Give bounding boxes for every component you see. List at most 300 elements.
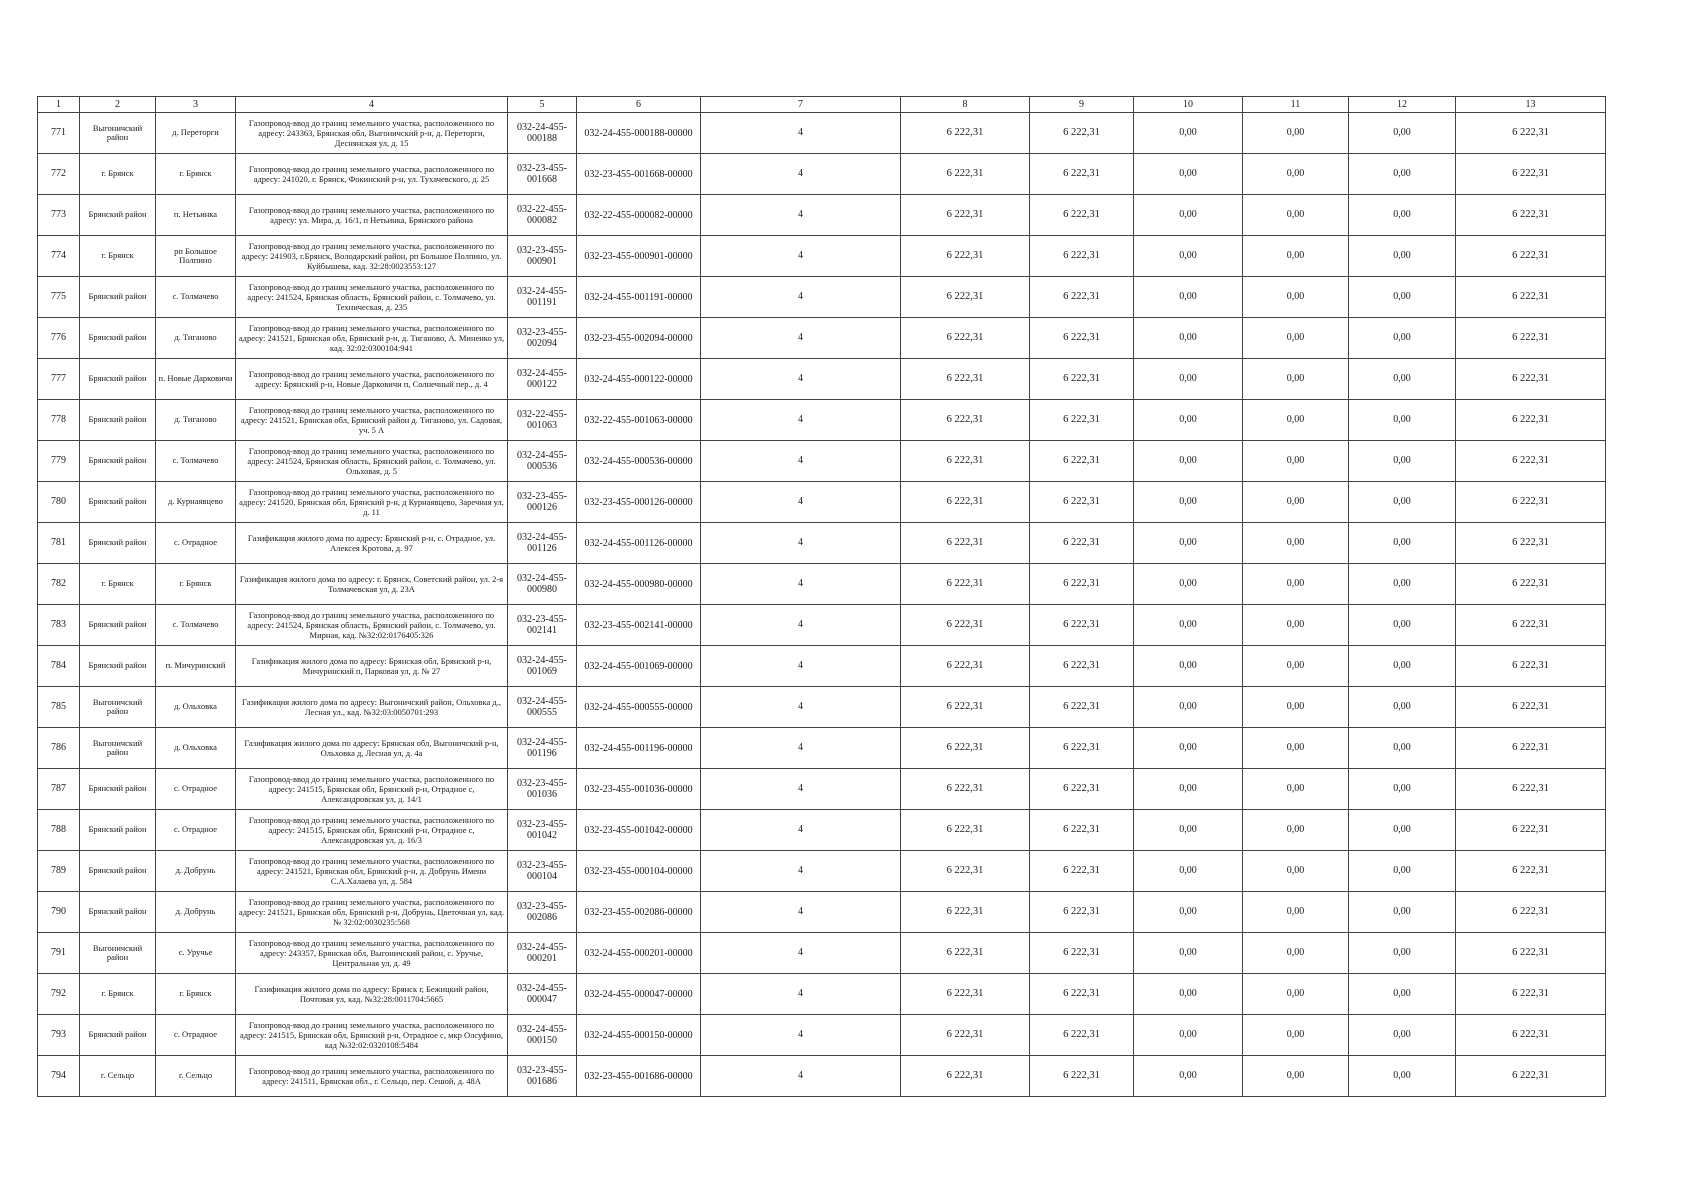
object-id-cell: 032-24-455-001191-00000: [577, 277, 701, 318]
table-row: [38, 646, 1606, 687]
object-id-cell: 032-23-455-001042-00000: [577, 810, 701, 851]
column-8-cell: 6 222,31: [901, 400, 1030, 441]
object-code-cell: 032-24-455-000150: [508, 1015, 577, 1056]
column-9-cell: 6 222,31: [1030, 277, 1134, 318]
locality-cell: д. Ольховка: [156, 728, 236, 769]
column-7-cell: 4: [701, 1056, 901, 1097]
column-12-cell: 0,00: [1349, 605, 1456, 646]
description-cell: Газопровод-ввод до границ земельного участка, расположенного по адресу: 241515, Брянская обл, Брянский р-н, Отрадное с, мкр Олсуфино, кад №32:02:0320108:5484: [236, 1015, 508, 1056]
locality-cell: с. Толмачево: [156, 441, 236, 482]
locality-cell: с. Отрадное: [156, 769, 236, 810]
column-8-cell: 6 222,31: [901, 441, 1030, 482]
column-header: 5: [508, 97, 577, 113]
column-9-cell: 6 222,31: [1030, 154, 1134, 195]
district-cell: Брянский район: [80, 1015, 156, 1056]
object-id-cell: 032-24-455-001069-00000: [577, 646, 701, 687]
description-cell: Газификация жилого дома по адресу: Брянская обл, Брянский р-н, Мичуринский п, Парковая ул, д. № 27: [236, 646, 508, 687]
column-12-cell: 0,00: [1349, 154, 1456, 195]
column-11-cell: 0,00: [1243, 810, 1349, 851]
column-7-cell: 4: [701, 236, 901, 277]
column-7-cell: 4: [701, 277, 901, 318]
description-cell: Газопровод-ввод до границ земельного участка, расположенного по адресу: 241515, Брянская обл, Брянский р-н, Отрадное с, Александровская ул, д. 14/1: [236, 769, 508, 810]
column-13-cell: 6 222,31: [1456, 400, 1606, 441]
table-row: [38, 523, 1606, 564]
column-7-cell: 4: [701, 892, 901, 933]
column-12-cell: 0,00: [1349, 113, 1456, 154]
district-cell: г. Брянск: [80, 236, 156, 277]
column-8-cell: 6 222,31: [901, 482, 1030, 523]
district-cell: г. Брянск: [80, 154, 156, 195]
object-code-cell: 032-23-455-002086: [508, 892, 577, 933]
column-13-cell: 6 222,31: [1456, 974, 1606, 1015]
column-9-cell: 6 222,31: [1030, 441, 1134, 482]
column-10-cell: 0,00: [1134, 400, 1243, 441]
column-10-cell: 0,00: [1134, 359, 1243, 400]
column-9-cell: 6 222,31: [1030, 318, 1134, 359]
column-header: 4: [236, 97, 508, 113]
district-cell: Выгоничский район: [80, 113, 156, 154]
object-code-cell: 032-23-455-001036: [508, 769, 577, 810]
object-code-cell: 032-23-455-000126: [508, 482, 577, 523]
column-12-cell: 0,00: [1349, 359, 1456, 400]
row-number: 779: [38, 441, 80, 482]
object-code-cell: 032-23-455-002094: [508, 318, 577, 359]
column-8-cell: 6 222,31: [901, 195, 1030, 236]
row-number: 787: [38, 769, 80, 810]
locality-cell: д. Добрунь: [156, 892, 236, 933]
table-row: [38, 769, 1606, 810]
table-row: [38, 1015, 1606, 1056]
column-9-cell: 6 222,31: [1030, 851, 1134, 892]
object-id-cell: 032-24-455-000536-00000: [577, 441, 701, 482]
object-code-cell: 032-23-455-000104: [508, 851, 577, 892]
table-row: [38, 236, 1606, 277]
object-id-cell: 032-24-455-001126-00000: [577, 523, 701, 564]
column-12-cell: 0,00: [1349, 892, 1456, 933]
table-row: [38, 892, 1606, 933]
column-11-cell: 0,00: [1243, 277, 1349, 318]
column-8-cell: 6 222,31: [901, 1056, 1030, 1097]
description-cell: Газопровод-ввод до границ земельного участка, расположенного по адресу: 241521, Брянская обл, Брянский район д. Тиганово, ул. Садовая, уч. 5 А: [236, 400, 508, 441]
column-12-cell: 0,00: [1349, 523, 1456, 564]
column-10-cell: 0,00: [1134, 277, 1243, 318]
column-11-cell: 0,00: [1243, 564, 1349, 605]
row-number: 777: [38, 359, 80, 400]
column-10-cell: 0,00: [1134, 154, 1243, 195]
object-code-cell: 032-23-455-001668: [508, 154, 577, 195]
column-7-cell: 4: [701, 605, 901, 646]
locality-cell: п. Нетьинка: [156, 195, 236, 236]
column-7-cell: 4: [701, 933, 901, 974]
description-cell: Газопровод-ввод до границ земельного участка, расположенного по адресу: 241521, Брянская обл, Брянский р-н, д. Добрунь Имени С.А.Халаева ул, д. 584: [236, 851, 508, 892]
table-row: [38, 728, 1606, 769]
object-code-cell: 032-24-455-001196: [508, 728, 577, 769]
object-id-cell: 032-23-455-001686-00000: [577, 1056, 701, 1097]
column-8-cell: 6 222,31: [901, 113, 1030, 154]
district-cell: Брянский район: [80, 851, 156, 892]
column-8-cell: 6 222,31: [901, 646, 1030, 687]
locality-cell: д. Тиганово: [156, 318, 236, 359]
object-id-cell: 032-24-455-000555-00000: [577, 687, 701, 728]
column-8-cell: 6 222,31: [901, 933, 1030, 974]
row-number: 775: [38, 277, 80, 318]
table-row: [38, 974, 1606, 1015]
locality-cell: г. Брянск: [156, 564, 236, 605]
object-code-cell: 032-24-455-000980: [508, 564, 577, 605]
column-10-cell: 0,00: [1134, 728, 1243, 769]
column-9-cell: 6 222,31: [1030, 400, 1134, 441]
column-9-cell: 6 222,31: [1030, 195, 1134, 236]
column-7-cell: 4: [701, 564, 901, 605]
district-cell: Выгоничский район: [80, 687, 156, 728]
district-cell: г. Брянск: [80, 974, 156, 1015]
locality-cell: д. Курнаявцево: [156, 482, 236, 523]
column-11-cell: 0,00: [1243, 523, 1349, 564]
row-number: 771: [38, 113, 80, 154]
table-row: [38, 400, 1606, 441]
table-row: [38, 810, 1606, 851]
column-8-cell: 6 222,31: [901, 236, 1030, 277]
row-number: 783: [38, 605, 80, 646]
column-7-cell: 4: [701, 195, 901, 236]
row-number: 776: [38, 318, 80, 359]
column-7-cell: 4: [701, 1015, 901, 1056]
object-id-cell: 032-23-455-000901-00000: [577, 236, 701, 277]
table-row: [38, 851, 1606, 892]
column-11-cell: 0,00: [1243, 318, 1349, 359]
column-12-cell: 0,00: [1349, 687, 1456, 728]
object-code-cell: 032-24-455-001191: [508, 277, 577, 318]
column-7-cell: 4: [701, 769, 901, 810]
column-10-cell: 0,00: [1134, 687, 1243, 728]
column-11-cell: 0,00: [1243, 605, 1349, 646]
locality-cell: с. Толмачево: [156, 277, 236, 318]
table-row: [38, 113, 1606, 154]
column-10-cell: 0,00: [1134, 113, 1243, 154]
column-9-cell: 6 222,31: [1030, 769, 1134, 810]
column-13-cell: 6 222,31: [1456, 605, 1606, 646]
description-cell: Газопровод-ввод до границ земельного участка, расположенного по адресу: 241521, Брянская обл, Брянский р-н, Добрунь, Цветочная ул, кад. № 32:02:0030235:568: [236, 892, 508, 933]
district-cell: Брянский район: [80, 400, 156, 441]
description-cell: Газопровод-ввод до границ земельного участка, расположенного по адресу: 241524, Брянская область, Брянский район, с. Толмачево, ул. Мирная, кад. №32:02:0176405:326: [236, 605, 508, 646]
column-13-cell: 6 222,31: [1456, 892, 1606, 933]
object-id-cell: 032-24-455-000047-00000: [577, 974, 701, 1015]
column-9-cell: 6 222,31: [1030, 728, 1134, 769]
locality-cell: д. Тиганово: [156, 400, 236, 441]
row-number: 789: [38, 851, 80, 892]
column-13-cell: 6 222,31: [1456, 1056, 1606, 1097]
object-id-cell: 032-22-455-000082-00000: [577, 195, 701, 236]
column-9-cell: 6 222,31: [1030, 523, 1134, 564]
column-7-cell: 4: [701, 359, 901, 400]
district-cell: Брянский район: [80, 195, 156, 236]
column-10-cell: 0,00: [1134, 482, 1243, 523]
district-cell: Брянский район: [80, 605, 156, 646]
district-cell: Брянский район: [80, 810, 156, 851]
object-id-cell: 032-23-455-002141-00000: [577, 605, 701, 646]
district-cell: Брянский район: [80, 359, 156, 400]
object-code-cell: 032-23-455-000901: [508, 236, 577, 277]
column-7-cell: 4: [701, 974, 901, 1015]
object-code-cell: 032-24-455-000201: [508, 933, 577, 974]
object-id-cell: 032-24-455-000980-00000: [577, 564, 701, 605]
column-11-cell: 0,00: [1243, 974, 1349, 1015]
column-12-cell: 0,00: [1349, 1015, 1456, 1056]
column-header: 13: [1456, 97, 1606, 113]
column-12-cell: 0,00: [1349, 974, 1456, 1015]
column-10-cell: 0,00: [1134, 318, 1243, 359]
description-cell: Газификация жилого дома по адресу: Брянская обл, Выгоничский р-н, Ольховка д, Лесная ул, д. 4а: [236, 728, 508, 769]
column-8-cell: 6 222,31: [901, 892, 1030, 933]
column-12-cell: 0,00: [1349, 441, 1456, 482]
row-number: 772: [38, 154, 80, 195]
column-10-cell: 0,00: [1134, 523, 1243, 564]
column-10-cell: 0,00: [1134, 851, 1243, 892]
column-7-cell: 4: [701, 441, 901, 482]
column-header: 12: [1349, 97, 1456, 113]
description-cell: Газопровод-ввод до границ земельного участка, расположенного по адресу: Брянский р-н, Новые Дарковичи п, Солнечный пер., д. 4: [236, 359, 508, 400]
column-13-cell: 6 222,31: [1456, 482, 1606, 523]
locality-cell: с. Уручье: [156, 933, 236, 974]
description-cell: Газификация жилого дома по адресу: Выгоничский район, Ольховка д., Лесная ул., кад. №32:03:0050701:293: [236, 687, 508, 728]
locality-cell: г. Брянск: [156, 154, 236, 195]
column-11-cell: 0,00: [1243, 1015, 1349, 1056]
column-13-cell: 6 222,31: [1456, 851, 1606, 892]
locality-cell: с. Отрадное: [156, 1015, 236, 1056]
column-13-cell: 6 222,31: [1456, 1015, 1606, 1056]
column-10-cell: 0,00: [1134, 769, 1243, 810]
column-10-cell: 0,00: [1134, 1015, 1243, 1056]
column-8-cell: 6 222,31: [901, 605, 1030, 646]
column-10-cell: 0,00: [1134, 810, 1243, 851]
column-7-cell: 4: [701, 851, 901, 892]
row-number: 774: [38, 236, 80, 277]
column-7-cell: 4: [701, 154, 901, 195]
column-13-cell: 6 222,31: [1456, 523, 1606, 564]
table-row: [38, 441, 1606, 482]
column-9-cell: 6 222,31: [1030, 810, 1134, 851]
district-cell: г. Брянск: [80, 564, 156, 605]
column-10-cell: 0,00: [1134, 605, 1243, 646]
column-13-cell: 6 222,31: [1456, 933, 1606, 974]
locality-cell: д. Переторги: [156, 113, 236, 154]
row-number: 794: [38, 1056, 80, 1097]
locality-cell: рп Большое Полпино: [156, 236, 236, 277]
column-13-cell: 6 222,31: [1456, 195, 1606, 236]
district-cell: Брянский район: [80, 523, 156, 564]
object-code-cell: 032-24-455-000555: [508, 687, 577, 728]
column-header: 1: [38, 97, 80, 113]
object-code-cell: 032-23-455-002141: [508, 605, 577, 646]
object-code-cell: 032-23-455-001686: [508, 1056, 577, 1097]
column-9-cell: 6 222,31: [1030, 482, 1134, 523]
column-13-cell: 6 222,31: [1456, 810, 1606, 851]
object-code-cell: 032-24-455-000188: [508, 113, 577, 154]
row-number: 785: [38, 687, 80, 728]
locality-cell: д. Ольховка: [156, 687, 236, 728]
district-cell: Брянский район: [80, 441, 156, 482]
row-number: 790: [38, 892, 80, 933]
column-12-cell: 0,00: [1349, 236, 1456, 277]
column-11-cell: 0,00: [1243, 482, 1349, 523]
column-13-cell: 6 222,31: [1456, 113, 1606, 154]
column-10-cell: 0,00: [1134, 441, 1243, 482]
column-header: 8: [901, 97, 1030, 113]
column-10-cell: 0,00: [1134, 974, 1243, 1015]
column-9-cell: 6 222,31: [1030, 974, 1134, 1015]
column-8-cell: 6 222,31: [901, 154, 1030, 195]
column-8-cell: 6 222,31: [901, 728, 1030, 769]
district-cell: Выгоничский район: [80, 728, 156, 769]
column-8-cell: 6 222,31: [901, 277, 1030, 318]
description-cell: Газопровод-ввод до границ земельного участка, расположенного по адресу: 241020, г. Брянск, Фокинский р-н, ул. Тухачевского, д. 25: [236, 154, 508, 195]
column-11-cell: 0,00: [1243, 195, 1349, 236]
column-12-cell: 0,00: [1349, 482, 1456, 523]
column-12-cell: 0,00: [1349, 810, 1456, 851]
column-9-cell: 6 222,31: [1030, 646, 1134, 687]
column-13-cell: 6 222,31: [1456, 154, 1606, 195]
column-13-cell: 6 222,31: [1456, 728, 1606, 769]
column-11-cell: 0,00: [1243, 154, 1349, 195]
column-header: 11: [1243, 97, 1349, 113]
district-cell: Брянский район: [80, 318, 156, 359]
column-13-cell: 6 222,31: [1456, 687, 1606, 728]
locality-cell: п. Мичуринский: [156, 646, 236, 687]
column-11-cell: 0,00: [1243, 769, 1349, 810]
column-8-cell: 6 222,31: [901, 359, 1030, 400]
row-number: 792: [38, 974, 80, 1015]
column-12-cell: 0,00: [1349, 728, 1456, 769]
locality-cell: с. Отрадное: [156, 810, 236, 851]
object-code-cell: 032-22-455-001063: [508, 400, 577, 441]
table-row: [38, 359, 1606, 400]
column-9-cell: 6 222,31: [1030, 605, 1134, 646]
column-9-cell: 6 222,31: [1030, 113, 1134, 154]
description-cell: Газопровод-ввод до границ земельного участка, расположенного по адресу: ул. Мира, д. 16/1, п Нетьинка, Брянского района: [236, 195, 508, 236]
table-row: [38, 687, 1606, 728]
column-header: 2: [80, 97, 156, 113]
column-header: 6: [577, 97, 701, 113]
object-code-cell: 032-24-455-000047: [508, 974, 577, 1015]
column-9-cell: 6 222,31: [1030, 236, 1134, 277]
column-7-cell: 4: [701, 523, 901, 564]
column-7-cell: 4: [701, 318, 901, 359]
row-number: 782: [38, 564, 80, 605]
row-number: 781: [38, 523, 80, 564]
column-13-cell: 6 222,31: [1456, 236, 1606, 277]
column-10-cell: 0,00: [1134, 892, 1243, 933]
column-8-cell: 6 222,31: [901, 810, 1030, 851]
column-13-cell: 6 222,31: [1456, 646, 1606, 687]
column-11-cell: 0,00: [1243, 728, 1349, 769]
district-cell: Брянский район: [80, 769, 156, 810]
locality-cell: д. Добрунь: [156, 851, 236, 892]
table-row: [38, 277, 1606, 318]
district-cell: Брянский район: [80, 277, 156, 318]
description-cell: Газификация жилого дома по адресу: г. Брянск, Советский район, ул. 2-я Толмачевская ул, д. 23А: [236, 564, 508, 605]
column-7-cell: 4: [701, 400, 901, 441]
column-10-cell: 0,00: [1134, 564, 1243, 605]
column-9-cell: 6 222,31: [1030, 1015, 1134, 1056]
table-row: [38, 195, 1606, 236]
column-header: 3: [156, 97, 236, 113]
column-8-cell: 6 222,31: [901, 974, 1030, 1015]
table-row: [38, 154, 1606, 195]
column-10-cell: 0,00: [1134, 236, 1243, 277]
column-9-cell: 6 222,31: [1030, 892, 1134, 933]
description-cell: Газопровод-ввод до границ земельного участка, расположенного по адресу: 241515, Брянская обл, Брянский р-н, Отрадное с, Александровская ул, д. 16/3: [236, 810, 508, 851]
column-8-cell: 6 222,31: [901, 318, 1030, 359]
table-row: [38, 1056, 1606, 1097]
column-13-cell: 6 222,31: [1456, 318, 1606, 359]
column-header: 9: [1030, 97, 1134, 113]
column-9-cell: 6 222,31: [1030, 933, 1134, 974]
object-id-cell: 032-24-455-000122-00000: [577, 359, 701, 400]
column-header: 7: [701, 97, 901, 113]
object-id-cell: 032-24-455-000201-00000: [577, 933, 701, 974]
column-8-cell: 6 222,31: [901, 851, 1030, 892]
column-12-cell: 0,00: [1349, 646, 1456, 687]
column-7-cell: 4: [701, 687, 901, 728]
column-7-cell: 4: [701, 810, 901, 851]
column-13-cell: 6 222,31: [1456, 564, 1606, 605]
column-header: 10: [1134, 97, 1243, 113]
row-number: 773: [38, 195, 80, 236]
row-number: 786: [38, 728, 80, 769]
column-9-cell: 6 222,31: [1030, 359, 1134, 400]
locality-cell: с. Толмачево: [156, 605, 236, 646]
column-12-cell: 0,00: [1349, 277, 1456, 318]
object-id-cell: 032-23-455-002086-00000: [577, 892, 701, 933]
column-8-cell: 6 222,31: [901, 523, 1030, 564]
column-12-cell: 0,00: [1349, 933, 1456, 974]
row-number: 778: [38, 400, 80, 441]
column-7-cell: 4: [701, 646, 901, 687]
description-cell: Газопровод-ввод до границ земельного участка, расположенного по адресу: 243357, Брянская обл, Выгоничский район, с. Уручье, Центральная ул, д. 49: [236, 933, 508, 974]
document-page: [37, 96, 1605, 1097]
column-11-cell: 0,00: [1243, 646, 1349, 687]
object-code-cell: 032-24-455-001126: [508, 523, 577, 564]
district-cell: Брянский район: [80, 892, 156, 933]
column-11-cell: 0,00: [1243, 892, 1349, 933]
column-10-cell: 0,00: [1134, 646, 1243, 687]
column-12-cell: 0,00: [1349, 851, 1456, 892]
column-12-cell: 0,00: [1349, 195, 1456, 236]
locality-cell: г. Сельцо: [156, 1056, 236, 1097]
row-number: 780: [38, 482, 80, 523]
column-10-cell: 0,00: [1134, 1056, 1243, 1097]
table-body: [38, 113, 1606, 1097]
table-row: [38, 318, 1606, 359]
column-8-cell: 6 222,31: [901, 687, 1030, 728]
object-id-cell: 032-24-455-000188-00000: [577, 113, 701, 154]
table-row: [38, 482, 1606, 523]
object-code-cell: 032-23-455-001042: [508, 810, 577, 851]
object-code-cell: 032-24-455-000122: [508, 359, 577, 400]
object-id-cell: 032-22-455-001063-00000: [577, 400, 701, 441]
description-cell: Газопровод-ввод до границ земельного участка, расположенного по адресу: 241521, Брянская обл, Брянский р-н, д. Тиганово, А. Миненко ул, кад. 32:02:0300104:941: [236, 318, 508, 359]
column-12-cell: 0,00: [1349, 318, 1456, 359]
column-11-cell: 0,00: [1243, 113, 1349, 154]
table-row: [38, 605, 1606, 646]
column-11-cell: 0,00: [1243, 1056, 1349, 1097]
column-9-cell: 6 222,31: [1030, 687, 1134, 728]
district-cell: Выгоничский район: [80, 933, 156, 974]
column-12-cell: 0,00: [1349, 1056, 1456, 1097]
column-9-cell: 6 222,31: [1030, 564, 1134, 605]
column-8-cell: 6 222,31: [901, 769, 1030, 810]
column-12-cell: 0,00: [1349, 769, 1456, 810]
